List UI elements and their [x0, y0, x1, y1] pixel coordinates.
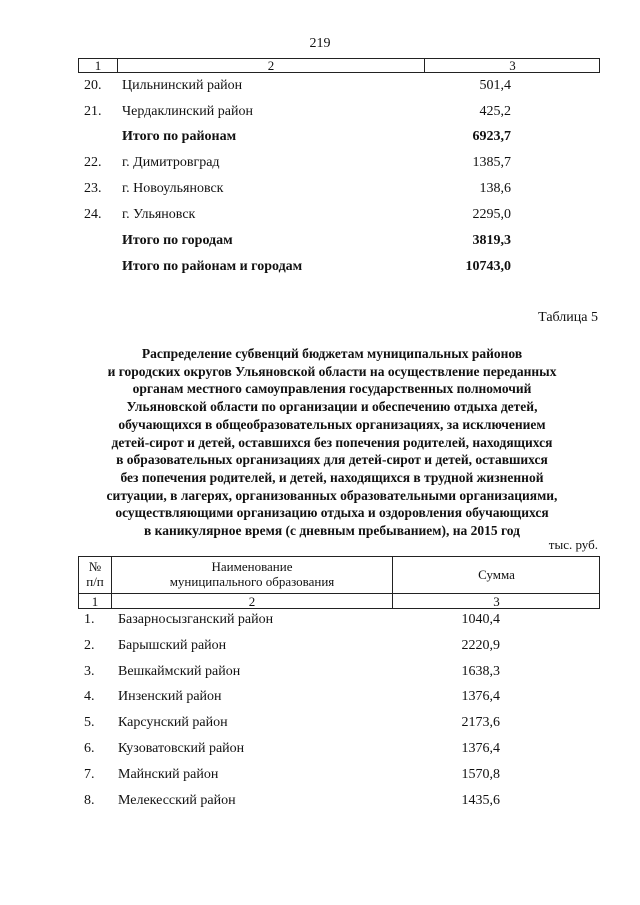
row-value: 1385,7 [472, 155, 511, 170]
row-name: г. Новоульяновск [122, 181, 224, 196]
header-name-line1: Наименование [211, 559, 293, 574]
table1-col-number-2: 2 [267, 58, 275, 73]
table2-row [0, 791, 640, 811]
table-label: Таблица 5 [538, 310, 598, 325]
heading-line: в образовательных организациях для детей-сирот и детей, оставшихся [116, 452, 548, 468]
table2-header [78, 556, 600, 609]
row-value: 2173,6 [461, 715, 500, 730]
heading-line: осуществляющими организацию отдыха и оздоровления обучающихся [115, 505, 549, 521]
row-name: Итого по городам [122, 233, 233, 248]
row-name: Итого по районам [122, 129, 237, 144]
row-name: Кузоватовский район [118, 741, 245, 756]
row-number: 7. [84, 767, 95, 782]
table2-row [0, 765, 640, 785]
row-name: г. Димитровград [122, 155, 220, 170]
table1-grand-total-row [0, 257, 640, 277]
row-value: 1570,8 [461, 767, 500, 782]
row-name: Инзенский район [118, 689, 222, 704]
table1-row [0, 179, 640, 199]
table1-row [0, 153, 640, 173]
row-value: 3819,3 [472, 233, 511, 248]
table-heading [60, 345, 604, 540]
row-name: Майнский район [118, 767, 219, 782]
row-number: 2. [84, 638, 95, 653]
row-name: Карсунский район [118, 715, 228, 730]
row-value: 2295,0 [472, 207, 511, 222]
row-value: 425,2 [479, 104, 511, 119]
row-name: г. Ульяновск [122, 207, 196, 222]
row-value: 501,4 [479, 78, 511, 93]
row-value: 6923,7 [472, 129, 511, 144]
table1-total-row [0, 127, 640, 147]
row-name: Мелекесский район [118, 793, 236, 808]
row-name: Базарносызганский район [118, 612, 274, 627]
table1-col-number-3: 3 [509, 58, 516, 73]
row-name: Чердаклинский район [122, 104, 253, 119]
row-value: 1638,3 [461, 664, 500, 679]
row-value: 1376,4 [461, 741, 500, 756]
header-name-line2: муниципального образования [169, 574, 335, 589]
row-number: 8. [84, 793, 95, 808]
row-value: 1435,6 [461, 793, 500, 808]
table1-row [0, 205, 640, 225]
heading-line: без попечения родителей, и детей, находящихся в трудной жизненной [120, 469, 544, 485]
row-number: 3. [84, 664, 95, 679]
header-sum: Сумма [478, 567, 515, 582]
heading-line: в каникулярное время (с дневным пребыванием), на 2015 год [144, 523, 520, 539]
table2-row [0, 636, 640, 656]
row-name: Цильнинский район [122, 78, 243, 93]
table2-row [0, 610, 640, 630]
row-number: 21. [84, 104, 102, 119]
page-number: 219 [309, 36, 331, 51]
row-number: 23. [84, 181, 102, 196]
heading-line: обучающихся в общеобразовательных организациях, за исключением [118, 416, 546, 432]
row-name: Итого по районам и городам [122, 259, 303, 274]
row-number: 6. [84, 741, 95, 756]
row-value: 10743,0 [465, 259, 511, 274]
heading-line: Распределение субвенций бюджетам муниципальных районов [141, 346, 523, 361]
row-value: 138,6 [479, 181, 511, 196]
heading-line: ситуации, в лагерях, организованных образовательными организациями, [106, 487, 558, 503]
table1-col-number-1: 1 [94, 58, 102, 73]
row-number: 4. [84, 689, 95, 704]
header-num-line1: № [88, 559, 102, 574]
table2-row [0, 739, 640, 759]
row-value: 1040,4 [461, 612, 500, 627]
heading-line: и городских округов Ульяновской области на осуществление переданных [107, 363, 557, 379]
table2-col-number-1: 1 [91, 594, 99, 609]
row-value: 2220,9 [461, 638, 500, 653]
units-label: тыс. руб. [548, 537, 598, 552]
table2-row [0, 687, 640, 707]
table1-row [0, 102, 640, 122]
table1-total-row [0, 231, 640, 251]
table2-col-number-3: 3 [493, 594, 500, 609]
table2-col-number-2: 2 [248, 594, 256, 609]
row-number: 20. [84, 78, 102, 93]
table2-row [0, 662, 640, 682]
header-num-line2: п/п [86, 574, 104, 589]
row-value: 1376,4 [461, 689, 500, 704]
heading-line: Ульяновской области по организации и обеспечению отдыха детей, [126, 399, 538, 415]
table1-row [0, 76, 640, 96]
row-number: 5. [84, 715, 95, 730]
row-number: 22. [84, 155, 102, 170]
row-name: Барышский район [118, 638, 227, 653]
table1-column-number-row [78, 58, 600, 73]
row-number: 24. [84, 207, 102, 222]
table2-row [0, 713, 640, 733]
heading-line: детей-сирот и детей, оставшихся без попечения родителей, находящихся [111, 434, 553, 450]
row-number: 1. [84, 612, 95, 627]
heading-line: органам местного самоуправления государственных полномочий [132, 381, 532, 397]
row-name: Вешкаймский район [118, 664, 241, 679]
